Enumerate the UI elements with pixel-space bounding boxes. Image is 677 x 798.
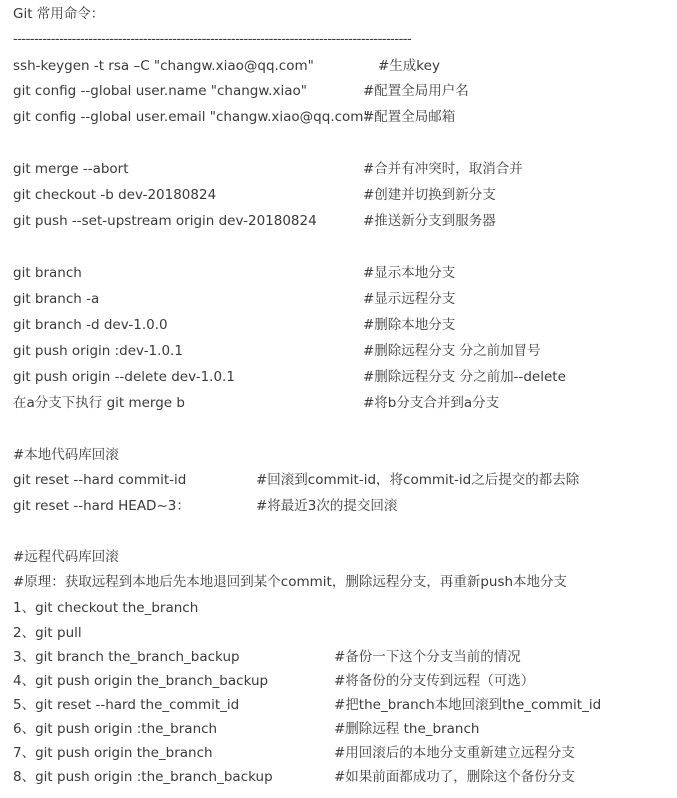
command-comment: #删除远程分支 分之前加--delete — [363, 369, 566, 385]
command-text: git push --set-upstream origin dev-20180824 — [13, 213, 317, 229]
command-comment: #配置全局用户名 — [363, 83, 469, 99]
command-comment: #创建并切换到新分支 — [363, 187, 496, 203]
command-comment: #显示本地分支 — [363, 265, 456, 281]
step-text: 7、git push origin the_branch — [13, 745, 213, 761]
command-comment: #合并有冲突时，取消合并 — [363, 161, 523, 177]
command-text: ssh-keygen -t rsa –C "changw.xiao@qq.com" — [13, 58, 314, 74]
command-comment: #配置全局邮箱 — [363, 109, 456, 125]
command-comment: #回滚到commit-id，将commit-id之后提交的都去除 — [256, 472, 580, 488]
principle-note: #原理：获取远程到本地后先本地退回到某个commit，删除远程分支，再重新push本地分支 — [13, 574, 568, 590]
command-comment: #推送新分支到服务器 — [363, 213, 496, 229]
step-text: 1、git checkout the_branch — [13, 600, 199, 616]
command-text: git checkout -b dev-20180824 — [13, 187, 217, 203]
command-comment: #生成key — [378, 58, 440, 74]
command-text: git merge --abort — [13, 161, 129, 177]
step-comment: #将备份的分支传到远程（可选） — [334, 673, 535, 689]
command-text: git reset --hard HEAD~3： — [13, 498, 190, 514]
command-text: git config --global user.name "changw.xiao" — [13, 83, 307, 99]
command-comment: #删除远程分支 分之前加冒号 — [363, 343, 541, 359]
command-comment: #将最近3次的提交回滚 — [256, 498, 398, 514]
separator-line: ----------------------------------------------------------------------------------------------- — [13, 32, 412, 47]
step-text: 2、git pull — [13, 625, 82, 641]
command-comment: #显示远程分支 — [363, 291, 456, 307]
command-text: git reset --hard commit-id — [13, 472, 187, 488]
step-text: 5、git reset --hard the_commit_id — [13, 697, 240, 713]
command-text: 在a分支下执行 git merge b — [13, 395, 185, 411]
step-text: 3、git branch the_branch_backup — [13, 649, 240, 665]
step-text: 4、git push origin the_branch_backup — [13, 673, 269, 689]
step-comment: #备份一下这个分支当前的情况 — [334, 649, 521, 665]
command-comment: #将b分支合并到a分支 — [363, 395, 500, 411]
section-heading: #远程代码库回滚 — [13, 549, 119, 565]
command-text: git branch -d dev-1.0.0 — [13, 317, 168, 333]
step-text: 8、git push origin :the_branch_backup — [13, 769, 273, 785]
step-comment: #删除远程 the_branch — [334, 721, 480, 737]
command-text: git branch — [13, 265, 82, 281]
command-text: git push origin --delete dev-1.0.1 — [13, 369, 235, 385]
section-heading: #本地代码库回滚 — [13, 447, 119, 463]
step-comment: #如果前面都成功了，删除这个备份分支 — [334, 769, 575, 785]
command-text: git config --global user.email "changw.xiao@qq.com" — [13, 109, 370, 125]
command-text: git branch -a — [13, 291, 100, 307]
page-title: Git 常用命令： — [13, 6, 105, 22]
step-comment: #把the_branch本地回滚到the_commit_id — [334, 697, 602, 713]
command-comment: #删除本地分支 — [363, 317, 456, 333]
command-text: git push origin :dev-1.0.1 — [13, 343, 183, 359]
step-text: 6、git push origin :the_branch — [13, 721, 218, 737]
step-comment: #用回滚后的本地分支重新建立远程分支 — [334, 745, 575, 761]
